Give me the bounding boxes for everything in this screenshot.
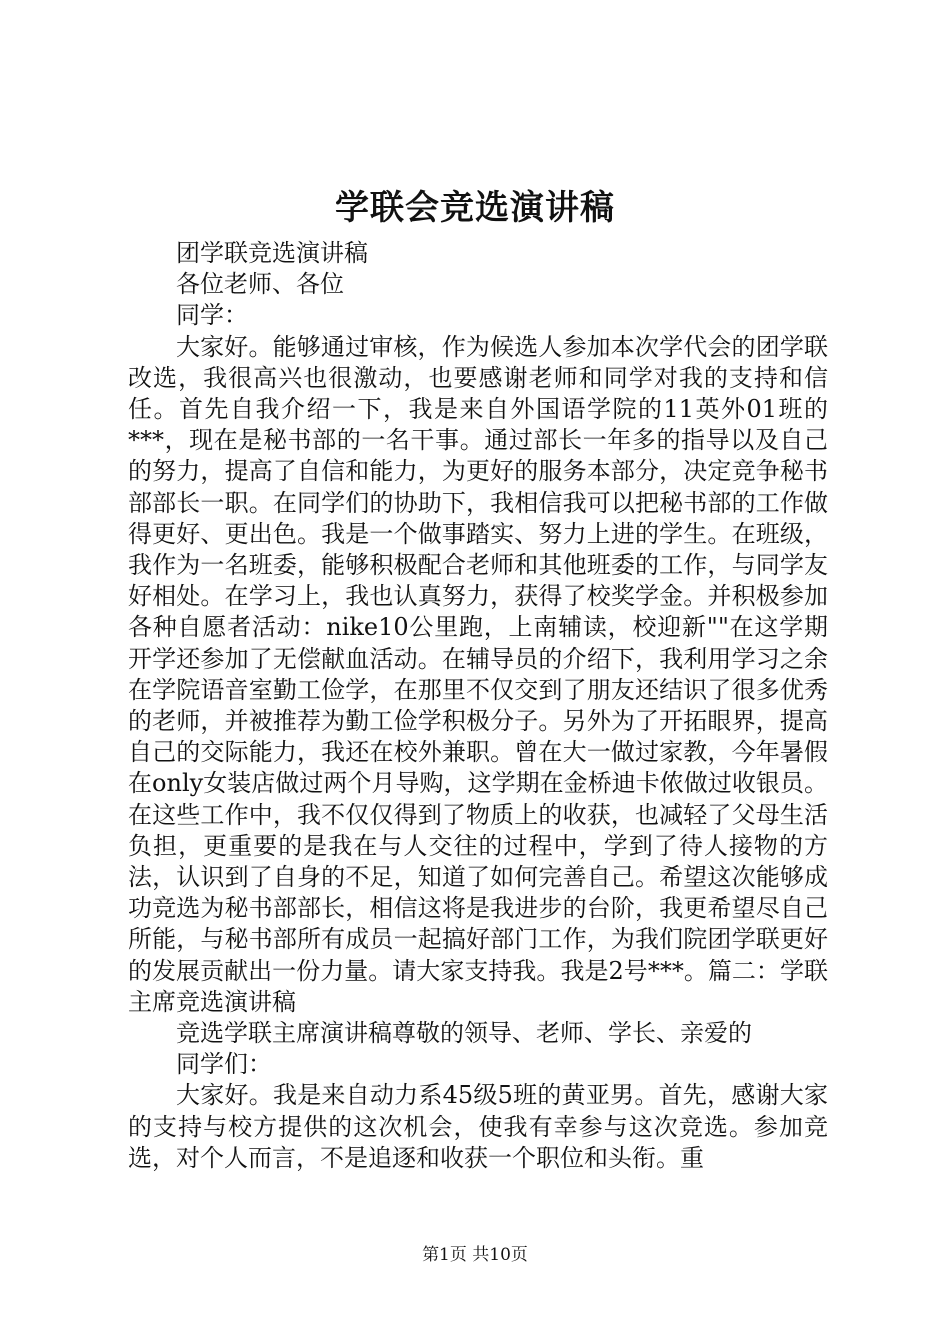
document-body: [128, 238, 828, 1174]
paragraph-speech-two: 大家好。我是来自动力系45级5班的黄亚男。首先，感谢大家的支持与校方提供的这次机会，使我有幸参与这次竞选。参加竞选，对个人而言，不是追逐和收获一个职位和头衔。重: [128, 1081, 828, 1172]
paragraph-second-title: 竞选学联主席演讲稿尊敬的领导、老师、学长、亲爱的: [176, 1019, 752, 1048]
paragraph-speech-one: 大家好。能够通过审核，作为候选人参加本次学代会的团学联改选，我很高兴也很激动，也要感谢老师和同学对我的支持和信任。首先自我介绍一下，我是来自外国语学院的11英外01班的***，现在是秘书部的一名干事。通过部长一年多的指导以及自己的努力，提高了自信和能力，为更好的服务本部分，决定竞争秘书部部长一职。在同学们的协助下，我相信我可以把秘书部的工作做得更好、更出色。我是一个做事踏实、努力上进的学生。在班级，我作为一名班委，能够积极配合老师和其他班委的工作，与同学友好相处。在学习上，我也认真努力，获得了校奖学金。并积极参加各种自愿者活动：nike10公里跑，上南辅读，校迎新""在这学期开学还参加了无偿献血活动。在辅导员的介绍下，我利用学习之余在学院语音室勤工俭学，在那里不仅交到了朋友还结识了很多优秀的老师，并被推荐为勤工俭学积极分子。另外为了开拓眼界，提高自己的交际能力，我还在校外兼职。曾在大一做过家教，今年暑假在only女装店做过两个月导购，这学期在金桥迪卡侬做过收银员。在这些工作中，我不仅仅得到了物质上的收获，也减轻了父母生活负担，更重要的是我在与人交往的过程中，学到了待人接物的方法，认识到了自身的不足，知道了如何完善自己。希望这次能够成功竞选为秘书部部长，相信这将是我进步的台阶，我更希望尽自己所能，与秘书部所有成员一起搞好部门工作，为我们院团学联更好的发展贡献出一份力量。请大家支持我。我是2号***。篇二：学联主席竞选演讲稿: [128, 332, 828, 1016]
document-title: 学联会竞选演讲稿: [335, 188, 615, 228]
paragraph-salutation-cont: 同学：: [176, 301, 248, 330]
paragraph-second-salutation: 同学们：: [176, 1050, 272, 1079]
paragraph-salutation: 各位老师、各位: [176, 270, 344, 299]
paragraph-subtitle: 团学联竞选演讲稿: [176, 239, 368, 267]
page-number: 第1页 共10页: [422, 1245, 528, 1265]
